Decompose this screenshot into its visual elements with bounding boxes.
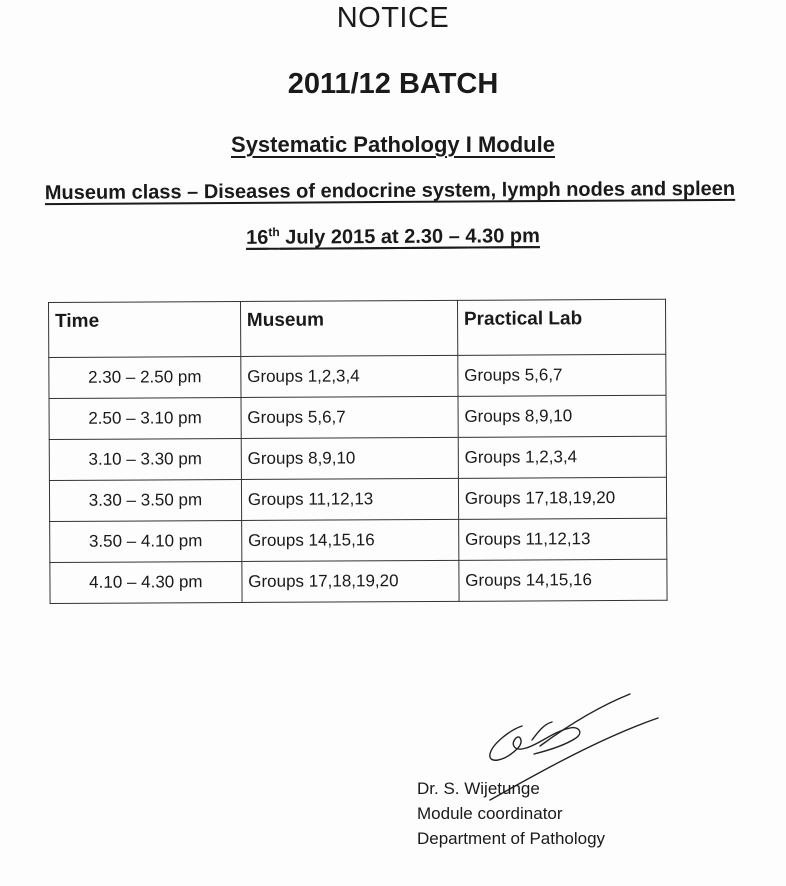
museum-cell: Groups 14,15,16	[241, 519, 458, 561]
table-header-row	[49, 299, 666, 357]
notice-heading: NOTICE	[336, 2, 450, 34]
signoff-role: Module coordinator	[417, 804, 563, 823]
time-cell: 3.30 – 3.50 pm	[49, 479, 241, 521]
museum-cell: Groups 17,18,19,20	[242, 560, 459, 602]
lab-cell: Groups 17,18,19,20	[458, 477, 666, 519]
date-line	[0, 224, 786, 252]
lab-cell: Groups 8,9,10	[458, 395, 666, 437]
time-cell: 2.50 – 3.10 pm	[49, 397, 241, 439]
date-day: 16	[246, 226, 269, 249]
time-cell: 2.30 – 2.50 pm	[49, 356, 241, 398]
table-row	[50, 559, 667, 603]
time-cell: 3.10 – 3.30 pm	[49, 438, 241, 480]
lab-cell: Groups 1,2,3,4	[458, 436, 666, 478]
class-title-text: Museum class – Diseases of endocrine system, lymph nodes and spleen	[44, 177, 736, 205]
museum-cell: Groups 8,9,10	[241, 437, 458, 479]
class-title	[10, 178, 770, 206]
table-row	[49, 354, 666, 398]
header-time: Time	[49, 301, 241, 357]
time-cell: 4.10 – 4.30 pm	[50, 561, 242, 603]
table-row	[49, 477, 666, 521]
batch-title: 2011/12 BATCH	[287, 68, 499, 100]
signoff-name: Dr. S. Wijetunge	[417, 779, 540, 798]
date-rest: July 2015 at 2.30 – 4.30 pm	[279, 225, 540, 249]
date-text	[246, 225, 540, 249]
table-row	[50, 518, 667, 562]
lab-cell: Groups 14,15,16	[459, 559, 667, 601]
date-suffix: th	[268, 225, 280, 240]
signature-stroke-4	[540, 694, 630, 746]
museum-cell: Groups 5,6,7	[241, 396, 458, 438]
museum-cell: Groups 11,12,13	[241, 478, 458, 520]
module-title	[0, 132, 786, 158]
signoff-block	[417, 776, 605, 851]
header-museum: Museum	[240, 300, 457, 356]
table-row	[49, 436, 666, 480]
time-cell: 3.50 – 4.10 pm	[50, 520, 242, 562]
signature-stroke-1	[490, 726, 580, 760]
lab-cell: Groups 11,12,13	[458, 518, 666, 560]
table-row	[49, 395, 666, 439]
signoff-department: Department of Pathology	[417, 829, 606, 848]
schedule-table	[48, 299, 668, 604]
lab-cell: Groups 5,6,7	[458, 354, 666, 396]
museum-cell: Groups 1,2,3,4	[241, 355, 458, 397]
module-title-text: Systematic Pathology I Module	[231, 132, 555, 157]
header-practical-lab: Practical Lab	[457, 299, 665, 355]
